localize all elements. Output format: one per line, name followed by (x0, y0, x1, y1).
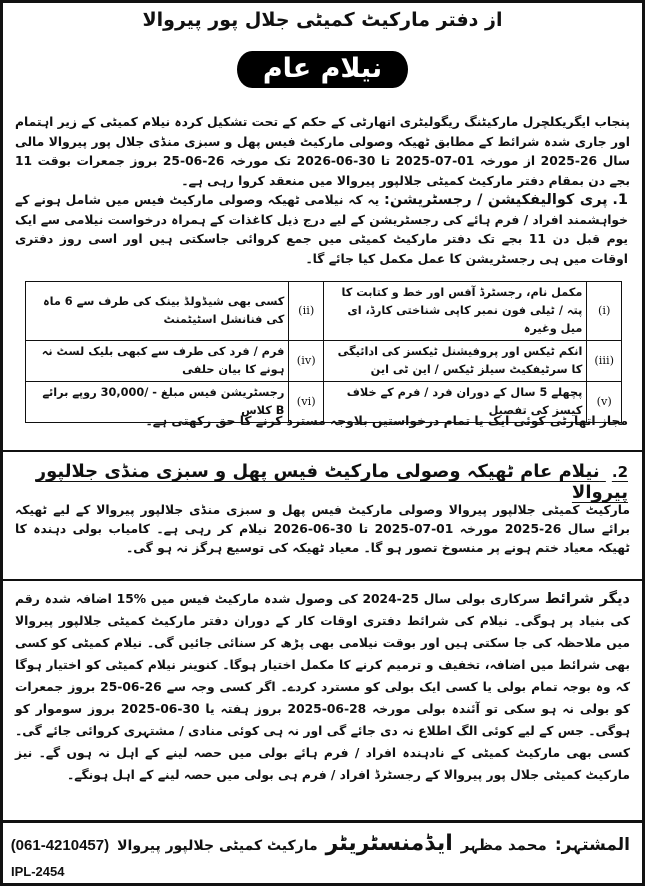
req-text: کسی بھی شیڈولڈ بینک کی طرف سے 6 ماہ کی فنانشل اسٹیٹمنٹ (26, 282, 289, 341)
other-conditions (15, 588, 630, 786)
divider (3, 450, 642, 452)
section-2-heading (15, 461, 628, 503)
advertiser-name: محمد مظہر (460, 836, 547, 854)
phone-number: (061-4210457) (10, 837, 110, 854)
req-number: (iv) (289, 341, 324, 382)
req-number: (ii) (289, 282, 324, 341)
headline-wrap (3, 51, 642, 88)
table-row (26, 341, 622, 382)
section-1 (15, 191, 628, 269)
section-1-title: پری کوالیفکیشن / رجسٹریشن: (384, 192, 608, 208)
req-text: انکم ٹیکس اور پروفیشنل ٹیکسز کی ادائیگی کا سرٹیفکیٹ سیلز ٹیکس / این ٹی این (324, 341, 587, 382)
req-text: مکمل نام، رجسٹرڈ آفس اور خط و کتابت کا پتہ / ٹیلی فون نمبر کاپی شناختی کارڈ، ای میل وغیرہ (324, 282, 587, 341)
requirements-table (25, 281, 622, 423)
intro-paragraph: پنجاب ایگریکلچرل مارکیٹنگ ریگولیٹری اتھارٹی کے حکم کے تحت تشکیل کردہ نیلام کمیٹی کے زیر اہتمام اور جاری شدہ شرائط کے مطابق ٹھیکہ وصولی مارکیٹ فیس پھل و سبزی منڈی جلال پور پیروالا مالی سال 26-2025 از مورخہ 01-07-2025 تا 30-06-2026 تک مورخہ 26-06-25 بروز جمعرات بوقت 11 بجے دن بمقام دفتر مارکیٹ کمیٹی جلالپور پیروالا میں منعقد کروا رہی ہے۔ (15, 115, 631, 188)
advertiser-line (10, 831, 630, 856)
req-text: فرم / فرد کی طرف سے کبھی بلیک لسٹ نہ ہونے کا بیان حلفی (26, 341, 289, 382)
req-text: رجسٹریشن فیس مبلغ - /30,000 روپے برائے B کلاس (26, 382, 289, 423)
section-1-number: 1. (612, 192, 629, 208)
divider (3, 579, 642, 581)
footer (3, 820, 642, 883)
office-line: از دفتر مارکیٹ کمیٹی جلال پور پیروالا (142, 9, 503, 31)
req-number: (i) (587, 282, 622, 341)
req-number: (v) (587, 382, 622, 423)
advertiser-designation: ایڈمنسٹریٹر (325, 831, 453, 856)
req-number: (vi) (289, 382, 324, 423)
req-number: (iii) (587, 341, 622, 382)
section-2-title: نیلام عام ٹھیکہ وصولی مارکیٹ فیس پھل و سبزی منڈی جلالپور پیروالا (35, 461, 628, 503)
section-2-number: 2. (611, 463, 628, 481)
authority-note: مجاز اتھارٹی کوئی ایک یا تمام درخواستیں بلاوجہ مسترد کرنے کا حق رکھتی ہے۔ (145, 414, 628, 428)
advertiser-label: المشتہر: (554, 835, 630, 855)
ad-code: IPL-2454 (11, 864, 65, 879)
other-conditions-body: سرکاری بولی سال 25-2024 کی وصول شدہ مارکیٹ فیس میں %15 اضافہ شدہ رقم کی بنیاد پر ہوگی۔ نیلام کی شرائط دفتری اوقات کار کے دوران دفتر مارکیٹ کمیٹی جلالپور پیروالا میں ملاحظہ کی جا سکتی ہیں اور بوقت نیلامی بھی پڑھ کر سنائی جائیں گی۔ نیلام کمیٹی کو کسی بھی شرائط میں اضافہ، تخفیف و ترمیم کرنے کا مکمل اختیار ہوگا۔ کنوینر نیلام کمیٹی کو اختیار ہوگا کہ وہ بوجہ تمام بولی یا کسی ایک بولی کو مسترد کردے۔ اگر کسی وجہ سے 26-06-25 بروز جمعرات کو بولی نہ ہو سکی تو آئندہ بولی مورخہ 28-06-2025 بروز ہفتہ یا 30-06-2025 بروز سوموار کو ہوگی۔ جس کے لیے کوئی الگ اطلاع نہ دی جائے گی اور نہ ہی کوئی منادی / مشتہری کروائی جائے گی۔ کسی بھی مارکیٹ کمیٹی کے نادہندہ افراد / فرم ہائے بولی میں حصہ لینے کے اہل نہ ہوں گے۔ نیز مارکیٹ کمیٹی جلال پور پیروالا کے رجسٹرڈ افراد / فرم ہی بولی میں حصہ لینے کے اہل ہونگے۔ (15, 592, 630, 782)
table-row (26, 282, 622, 341)
section-2-body: مارکیٹ کمیٹی جلالپور پیروالا وصولی مارکیٹ فیس پھل و سبزی منڈی جلالپور پیروالا کے لیے ٹھیکہ برائے سال 26-2025 مورخہ 01-07-2025 تا 30-06-2026 نیلام کر رہی ہے۔ کامیاب بولی دہندہ کا ٹھیکہ معیاد ختم ہونے پر منسوخ تصور ہو گا۔ معیاد ٹھیکہ کی توسیع ہرگز نہ ہو گی۔ (15, 503, 630, 555)
advertiser-office: مارکیٹ کمیٹی جلالپور پیروالا (117, 838, 318, 854)
notice-title: نیلام عام (237, 51, 408, 88)
section-1-body: یہ کہ نیلامی ٹھیکہ وصولی مارکیٹ فیس میں شامل ہونے کے خواہشمند افراد / فرم ہائے کی رجسٹریشن کے لیے درج ذیل کاغذات کے ہمراہ درخواست نیلامی سے ایک یوم قبل دن 11 بجے تک دفتر مارکیٹ کمیٹی میں جمع کروائی جاسکتی ہیں اور اسی روز دفتری اوقات میں ہی رجسٹریشن کا عمل مکمل کیا جائے گا۔ (15, 193, 628, 266)
other-conditions-title: دیگر شرائط (544, 591, 630, 607)
req-text: پچھلے 5 سال کے دوران فرد / فرم کے خلاف کیسز کی تفصیل (324, 382, 587, 423)
